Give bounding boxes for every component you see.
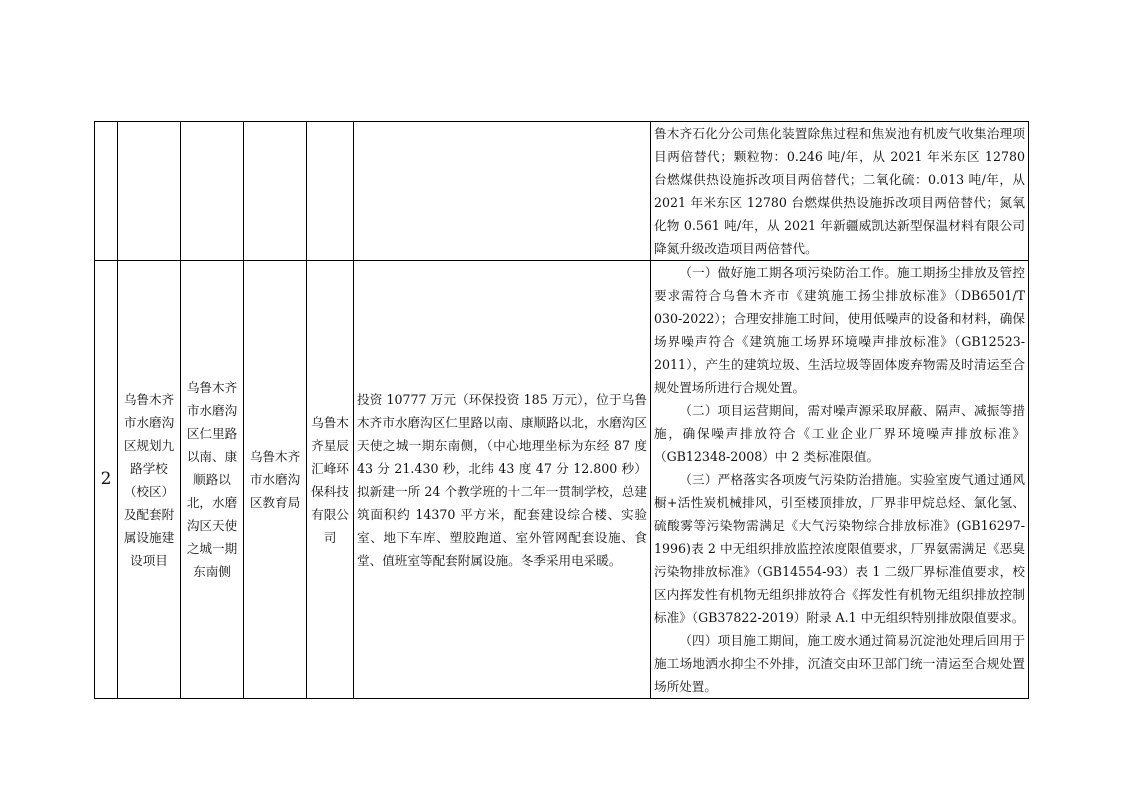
measures-cell (651, 122, 1029, 261)
construction-unit: 乌鲁木齐星辰汇峰环保科技有限公司 (311, 414, 349, 545)
content-cell (354, 261, 651, 699)
authority-cell (244, 261, 307, 699)
project-location: 乌鲁木齐市水磨沟区仁里路以南、康顺路以北，水磨沟区天使之城一期东南侧 (186, 380, 238, 579)
seq-cell (95, 261, 118, 699)
project-name: 乌鲁木齐市水磨沟区规划九路学校（校区）及配套附属设施建设项目 (123, 391, 175, 568)
location-cell (181, 261, 244, 699)
content-cell-empty (354, 122, 651, 261)
location-cell-empty (181, 122, 244, 261)
table-row (95, 261, 1029, 699)
table-row (95, 122, 1029, 261)
competent-authority: 乌鲁木齐市水磨沟区教育局 (249, 449, 301, 510)
builder-cell (307, 261, 354, 699)
project-name-cell-empty (118, 122, 181, 261)
measures-text: 鲁木齐石化分公司焦化装置除焦过程和焦炭池有机废气收集治理项目两倍替代；颗粒物：0.246 吨/年，从 2021 年米东区 12780 台燃煤供热设施拆改项目两倍替代；二氧化硫：0.013 吨/年，从 2021 年米东区 12780 台燃煤供热设施拆改项目两倍替代；氮氧化物 0.561 吨/年，从 2021 年新疆威凯达新型保温材料有限公司降氮升级改造项目两倍替代。 (654, 126, 1025, 256)
project-name-cell (118, 261, 181, 699)
measure-paragraph: （四）项目施工期间，施工废水通过简易沉淀池处理后回用于施工场地洒水抑尘不外排，沉渣交由环卫部门统一清运至合规处置场所处置。 (654, 633, 1025, 694)
measure-paragraph: （一）做好施工期各项污染防治工作。施工期扬尘排放及管控要求需符合乌鲁木齐市《建筑施工扬尘排放标准》（DB6501/T 030-2022）；合理安排施工时间，使用低噪声的设备和材料，确保场界噪声符合《建筑施工场界环境噪声排放标准》（GB12523-2011），产生的建筑垃圾、生活垃圾等固体废弃物需及时清运至合规处置场所进行合规处置。 (654, 265, 1025, 395)
authority-cell-empty (244, 122, 307, 261)
seq-number: 2 (100, 469, 112, 489)
measures-cell (651, 261, 1029, 699)
builder-cell-empty (307, 122, 354, 261)
measure-paragraph: （二）项目运营期间，需对噪声源采取屏蔽、隔声、减振等措施，确保噪声排放符合《工业企业厂界环境噪声排放标准》（GB12348-2008）中 2 类标准限值。 (654, 403, 1025, 464)
measure-paragraph: （三）严格落实各项废气污染防治措施。实验室废气通过通风橱+活性炭机械排风，引至楼顶排放，厂界非甲烷总烃、氯化氢、硫酸雾等污染物需满足《大气污染物综合排放标准》(GB16297-1996)表 2 中无组织排放监控浓度限值要求，厂界氨需满足《恶臭污染物排放标准》（GB14554-93）表 1 二级厂界标准值要求，校区内挥发性有机物无组织排放符合《挥发性有机物无组织排放控制标准》（GB37822-2019）附录 A.1 中无组织特别排放限值要求。 (654, 472, 1025, 625)
project-content: 投资 10777 万元（环保投资 185 万元），位于乌鲁木齐市水磨沟区仁里路以南、康顺路以北，水磨沟区天使之城一期东南侧，（中心地理坐标为东经 87 度 43 分 21.430 秒，北纬 43 度 47 分 12.800 秒）拟新建一所 24 个教学班的十二年一贯制学校，总建筑面积约 14370 平方米，配套建设综合楼、实验室、地下车库、塑胶跑道、室外管网配套设施、食堂、值班室等配套附属设施。冬季采用电采暖。 (357, 391, 647, 568)
seq-cell-empty (95, 122, 118, 261)
approval-table (94, 121, 1029, 699)
